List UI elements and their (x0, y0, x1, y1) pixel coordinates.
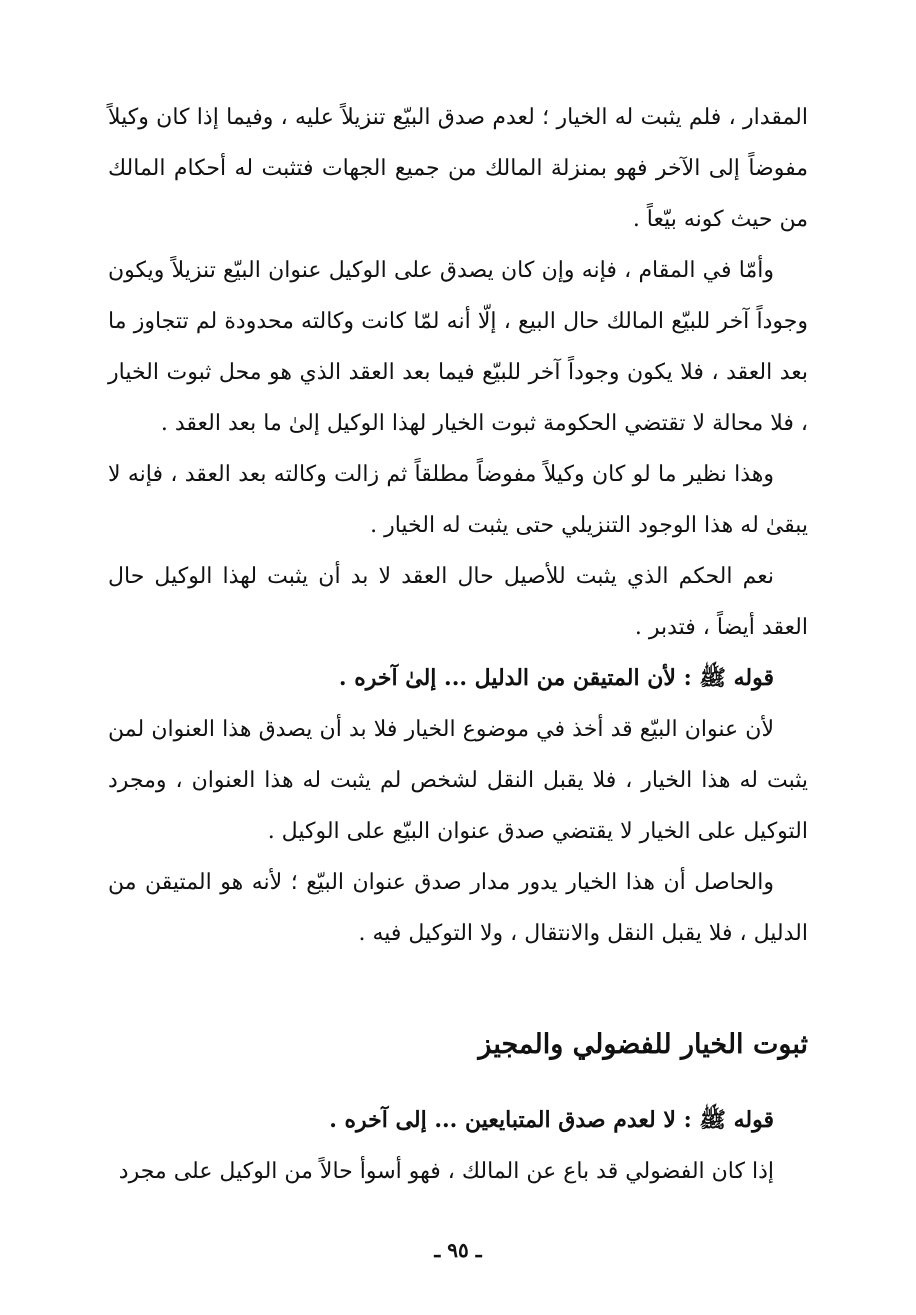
paragraph-6: والحاصل أن هذا الخيار يدور مدار صدق عنوان البيّع ؛ لأنه هو المتيقن من الدليل ، فلا يقبل النقل والانتقال ، ولا التوكيل فيه . (108, 870, 808, 946)
quote-heading-1: قوله ﷺ : لأن المتيقن من الدليل ... إلىٰ آخره . (338, 665, 774, 691)
paragraph-5: لأن عنوان البيّع قد أخذ في موضوع الخيار فلا بد أن يصدق هذا العنوان لمن يثبت له هذا الخيار ، فلا يقبل النقل لشخص لم يثبت له هذا العنوان ، ومجرد التوكيل على الخيار لا يقتضي صدق عنوان البيّع على الوكيل . (108, 717, 808, 844)
paragraph-2: وأمّا في المقام ، فإنه وإن كان يصدق على الوكيل عنوان البيّع تنزيلاً ويكون وجوداً آخر للبيّع المالك حال البيع ، إلّا أنه لمّا كانت وكالته محدودة لم تتجاوز ما بعد العقد ، فلا يكون وجوداً آخر للبيّع فيما بعد العقد الذي هو محل ثبوت الخيار ، فلا محالة لا تقتضي الحكومة ثبوت الخيار لهذا الوكيل إلىٰ ما بعد العقد . (108, 258, 808, 436)
paragraph-4: نعم الحكم الذي يثبت للأصيل حال العقد لا بد أن يثبت لهذا الوكيل حال العقد أيضاً ، فتدبر . (108, 564, 808, 640)
paragraph-3: وهذا نظير ما لو كان وكيلاً مفوضاً مطلقاً ثم زالت وكالته بعد العقد ، فإنه لا يبقىٰ له هذا الوجود التنزيلي حتى يثبت له الخيار . (108, 462, 808, 538)
page-number: ـ ٩٥ ـ (434, 1238, 482, 1262)
quote-heading-2: قوله ﷺ : لا لعدم صدق المتبايعين ... إلى آخره . (329, 1107, 774, 1133)
paragraph-7: إذا كان الفضولي قد باع عن المالك ، فهو أسوأ حالاً من الوكيل على مجرد (118, 1159, 774, 1184)
paragraph-1: المقدار ، فلم يثبت له الخيار ؛ لعدم صدق البيّع تنزيلاً عليه ، وفيما إذا كان وكيلاً مفوضاً إلى الآخر فهو بمنزلة المالك من جميع الجهات فتثبت له أحكام المالك من حيث كونه بيّعاً . (108, 105, 808, 232)
page-body (108, 92, 808, 1197)
section-title: ثبوت الخيار للفضولي والمجيز (478, 1029, 808, 1060)
